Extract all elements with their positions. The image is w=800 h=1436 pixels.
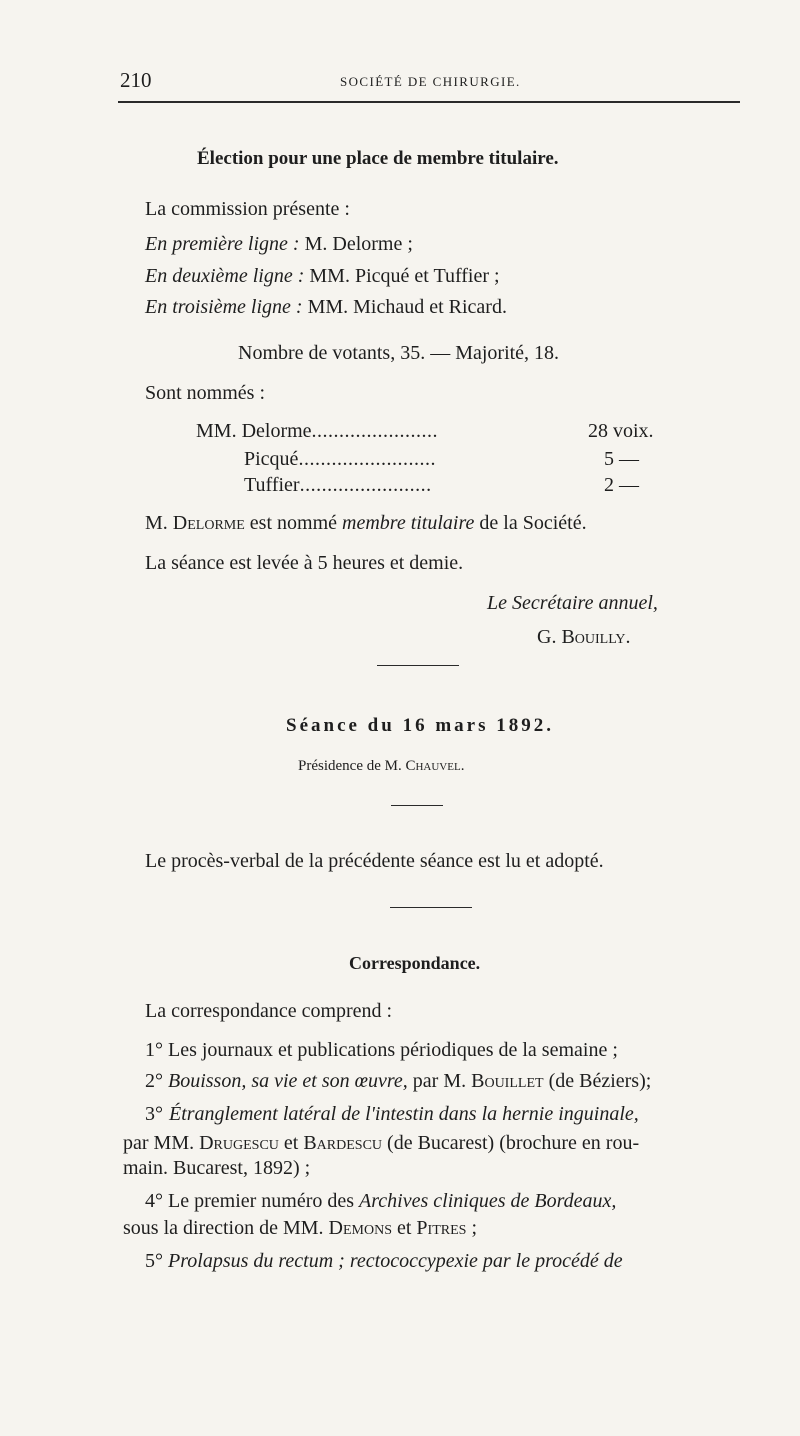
signature-surname: Bouilly. (561, 626, 631, 648)
item-end: (de Béziers); (548, 1070, 652, 1092)
signature-title: Le Secrétaire annuel, (487, 592, 658, 614)
item-author: Pitres (416, 1217, 467, 1239)
closing-line: La séance est levée à 5 heures et demie. (145, 552, 464, 574)
signature-prefix: G. (537, 626, 557, 648)
rank-names: MM. Michaud et Ricard. (307, 296, 507, 318)
result-name: Picqué (244, 448, 299, 470)
result-votes: 28 voix. (588, 420, 654, 442)
item-author: Bouillet (471, 1070, 544, 1092)
presidence-prefix: Présidence de M. (298, 758, 402, 774)
result-end: de la Société. (479, 512, 587, 534)
section-divider (390, 907, 472, 908)
result-statement (145, 512, 587, 535)
result-name: MM. Delorme (196, 420, 312, 442)
item-title: Étranglement latéral de l'intestin dans la hernie inguinale, (169, 1103, 639, 1125)
leader-dots: ....................... (311, 420, 439, 442)
result-votes: 2 — (604, 474, 639, 496)
item-title: Prolapsus du rectum ; rectococcypexie par le procédé de (168, 1250, 623, 1272)
result-votes: 5 — (604, 448, 639, 470)
item-number: 3° (145, 1103, 163, 1125)
list-item-continued: main. Bucarest, 1892) ; (123, 1157, 311, 1179)
named-intro: Sont nommés : (145, 382, 266, 404)
item-number: 4° (145, 1190, 163, 1212)
item-and: et (396, 1217, 412, 1239)
candidate-line-3 (145, 296, 507, 319)
list-item (145, 1250, 623, 1273)
result-mid: est nommé (249, 512, 338, 534)
item-rest: (de Bucarest) (brochure en rou- (387, 1132, 640, 1154)
result-name: Delorme (172, 512, 245, 534)
result-prefix: M. (145, 512, 168, 534)
item-by: par MM. (123, 1132, 195, 1154)
header-rule (118, 101, 740, 103)
list-item (145, 1103, 751, 1126)
presidence-line (298, 758, 464, 775)
page-number: 210 (120, 68, 152, 92)
vote-count: Nombre de votants, 35. — Majorité, 18. (238, 342, 560, 364)
rank-label: En troisième ligne : (145, 296, 303, 318)
correspondance-intro: La correspondance comprend : (145, 1000, 393, 1022)
item-and: et (283, 1132, 299, 1154)
list-item-continued (123, 1217, 477, 1240)
item-by: par M. (412, 1070, 467, 1092)
item-title: Archives cliniques de Bordeaux, (359, 1190, 617, 1212)
leader-dots: ......................... (298, 448, 436, 470)
correspondance-heading: Correspondance. (349, 953, 481, 973)
result-row (196, 420, 438, 443)
result-role: membre titulaire (342, 512, 475, 534)
signature-name (537, 626, 631, 649)
item-number: 2° (145, 1070, 163, 1092)
candidate-line-2 (145, 265, 500, 288)
item-author: Bardescu (303, 1132, 383, 1154)
item-author: Drugescu (199, 1132, 279, 1154)
session-heading: Séance du 16 mars 1892. (286, 715, 554, 736)
result-name: Tuffier (244, 474, 300, 496)
item-end: ; (471, 1217, 477, 1239)
item-pre: Le premier numéro des (168, 1190, 355, 1212)
minutes-line: Le procès-verbal de la précédente séance est lu et adopté. (145, 850, 604, 872)
rank-names: M. Delorme ; (304, 233, 413, 255)
election-heading: Élection pour une place de membre titulaire. (197, 148, 559, 169)
list-item (145, 1070, 651, 1093)
list-item: 1° Les journaux et publications périodiques de la semaine ; (145, 1039, 618, 1061)
list-item (145, 1190, 616, 1213)
candidate-line-1 (145, 233, 413, 256)
section-divider (391, 805, 443, 806)
item-number: 5° (145, 1250, 163, 1272)
item-pre: sous la direction de MM. (123, 1217, 324, 1239)
running-title: SOCIÉTÉ DE CHIRURGIE. (340, 74, 521, 89)
section-divider (377, 665, 459, 666)
item-author: Demons (328, 1217, 392, 1239)
item-line (145, 1103, 751, 1126)
result-row (244, 448, 436, 471)
presidence-name: Chauvel. (405, 758, 465, 774)
rank-names: MM. Picqué et Tuffier ; (309, 265, 500, 287)
leader-dots: ........................ (299, 474, 432, 496)
item-title: Bouisson, sa vie et son œuvre, (168, 1070, 408, 1092)
result-row (244, 474, 432, 497)
list-item-continued (123, 1132, 751, 1155)
rank-label: En première ligne : (145, 233, 300, 255)
commission-intro: La commission présente : (145, 198, 350, 220)
rank-label: En deuxième ligne : (145, 265, 305, 287)
